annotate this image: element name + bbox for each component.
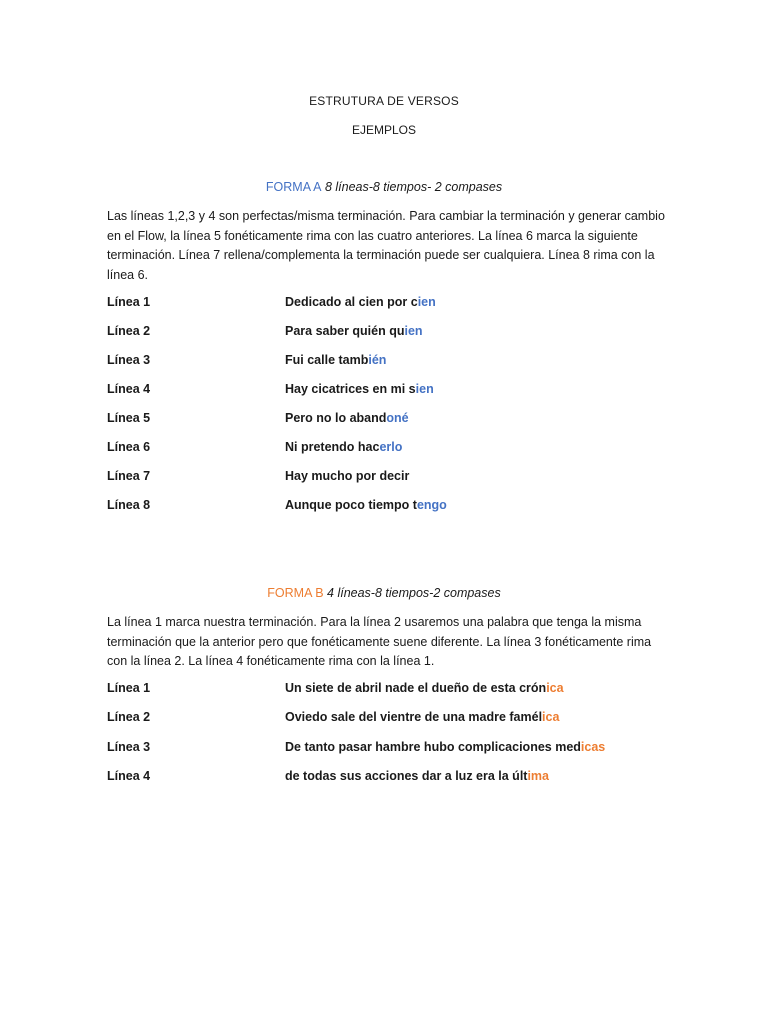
forma-a-line-row	[107, 324, 667, 344]
verse-text: De tanto pasar hambre hubo complicaciones medicas	[285, 740, 606, 754]
forma-b-line-row	[107, 740, 667, 760]
line-label: Línea 3	[107, 740, 151, 754]
verse-text: Hay mucho por decir	[285, 469, 410, 483]
rhyme-ending: ien	[404, 324, 423, 338]
line-label: Línea 8	[107, 498, 151, 512]
forma-a-line-row	[107, 295, 667, 315]
forma-b-label: FORMA B	[267, 586, 324, 600]
forma-a-line-row	[107, 382, 667, 402]
rhyme-ending: engo	[416, 498, 447, 512]
rhyme-ending: ica	[542, 710, 560, 724]
forma-a-line-row	[107, 353, 667, 373]
verse-text: Pero no lo abandoné	[285, 411, 409, 425]
line-label: Línea 1	[107, 681, 151, 695]
forma-a-line-row	[107, 498, 667, 518]
verse-text: Ni pretendo hacerlo	[285, 440, 403, 454]
verse-text: Aunque poco tiempo tengo	[285, 498, 447, 512]
verse-text: Para saber quién quien	[285, 324, 423, 338]
document-subtitle: EJEMPLOS	[351, 123, 417, 137]
verse-text: Hay cicatrices en mi sien	[285, 382, 434, 396]
line-label: Línea 6	[107, 440, 151, 454]
forma-b-line-row	[107, 769, 667, 789]
rhyme-ending: erlo	[379, 440, 403, 454]
forma-b-line-row	[107, 681, 667, 701]
rhyme-ending: ien	[417, 295, 436, 309]
document-title: ESTRUTURA DE VERSOS	[309, 94, 459, 108]
rhyme-ending: oné	[386, 411, 409, 425]
line-label: Línea 5	[107, 411, 151, 425]
verse-text: Fui calle también	[285, 353, 387, 367]
rhyme-ending: ica	[546, 681, 564, 695]
line-label: Línea 4	[107, 769, 151, 783]
rhyme-ending: ima	[527, 769, 549, 783]
forma-b-description: 4 líneas-8 tiempos-2 compases	[323, 586, 501, 600]
rhyme-ending: ién	[368, 353, 387, 367]
line-label: Línea 1	[107, 295, 151, 309]
forma-a-line-row	[107, 469, 667, 489]
line-label: Línea 7	[107, 469, 151, 483]
rhyme-ending: ien	[415, 382, 434, 396]
line-label: Línea 2	[107, 710, 151, 724]
rhyme-ending: icas	[580, 740, 606, 754]
forma-a-line-row	[107, 411, 667, 431]
forma-b-line-row	[107, 710, 667, 730]
verse-text: Un siete de abril nade el dueño de esta crónica	[285, 681, 564, 695]
forma-a-description: 8 líneas-8 tiempos- 2 compases	[321, 180, 503, 194]
forma-a-label: FORMA A	[265, 180, 322, 194]
verse-text: Oviedo sale del vientre de una madre famélica	[285, 710, 560, 724]
forma-b-heading	[0, 586, 768, 600]
verse-text: Dedicado al cien por cien	[285, 295, 436, 309]
forma-a-heading	[0, 180, 768, 194]
line-label: Línea 2	[107, 324, 151, 338]
forma-b-paragraph: La línea 1 marca nuestra terminación. Para la línea 2 usaremos una palabra que tenga la misma terminación que la anterior pero que fonéticamente suene diferente. La línea 3 fonéticamente rima con la línea 2. La línea 4 fonéticamente rima con la línea 1.	[107, 615, 652, 668]
line-label: Línea 3	[107, 353, 151, 367]
line-label: Línea 4	[107, 382, 151, 396]
verse-text: de todas sus acciones dar a luz era la última	[285, 769, 549, 783]
forma-a-line-row	[107, 440, 667, 460]
forma-a-paragraph: Las líneas 1,2,3 y 4 son perfectas/misma terminación. Para cambiar la terminación y generar cambio en el Flow, la línea 5 fonéticamente rima con las cuatro anteriores. La línea 6 marca la siguiente terminación. Línea 7 rellena/complementa la terminación puede ser cualquiera. Línea 8 rima con la línea 6.	[107, 209, 665, 282]
